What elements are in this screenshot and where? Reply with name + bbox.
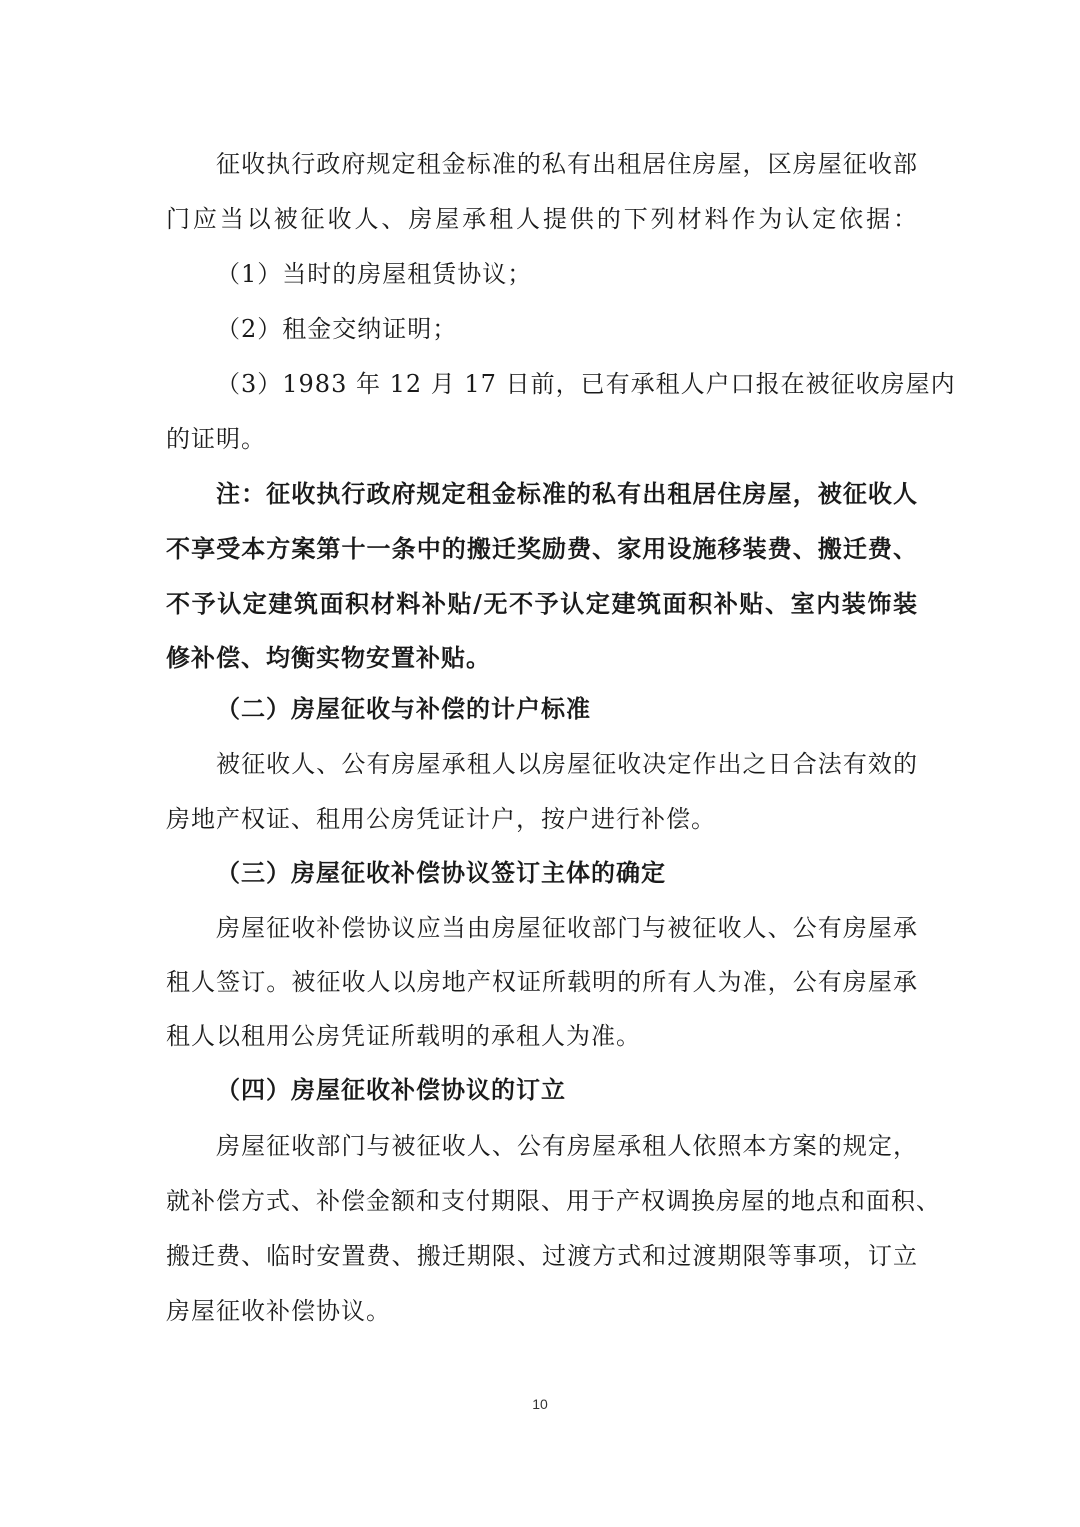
- note-line: 修补偿、均衡实物安置补贴。: [166, 643, 491, 672]
- paragraph-line: 租人以租用公房凭证所载明的承租人为准。: [166, 1022, 641, 1050]
- paragraph-line: 征收执行政府规定租金标准的私有出租居住房屋，区房屋征收部: [216, 150, 918, 178]
- paragraph-line: 的证明。: [166, 425, 266, 453]
- paragraph-line: 房屋征收补偿协议应当由房屋征收部门与被征收人、公有房屋承: [216, 914, 918, 942]
- paragraph-line: 被征收人、公有房屋承租人以房屋征收决定作出之日合法有效的: [216, 750, 918, 778]
- section-heading: （四）房屋征收补偿协议的订立: [216, 1075, 566, 1104]
- paragraph-line: 房屋征收部门与被征收人、公有房屋承租人依照本方案的规定，: [216, 1132, 918, 1160]
- list-item: （3）1983 年 12 月 17 日前，已有承租人户口报在被征收房屋内: [216, 370, 956, 398]
- paragraph-line: 门应当以被征收人、房屋承租人提供的下列材料作为认定依据：: [166, 205, 918, 233]
- list-item: （1）当时的房屋租赁协议；: [216, 260, 533, 288]
- list-item: （2）租金交纳证明；: [216, 315, 458, 343]
- paragraph-line: 租人签订。被征收人以房地产权证所载明的所有人为准，公有房屋承: [166, 968, 918, 996]
- note-line: 不享受本方案第十一条中的搬迁奖励费、家用设施移装费、搬迁费、: [166, 534, 918, 563]
- note-line: 注：征收执行政府规定租金标准的私有出租居住房屋，被征收人: [216, 479, 918, 508]
- paragraph-line: 房屋征收补偿协议。: [166, 1297, 391, 1325]
- note-line: 不予认定建筑面积材料补贴/无不予认定建筑面积补贴、室内装饰装: [166, 589, 918, 618]
- section-heading: （二）房屋征收与补偿的计户标准: [216, 694, 591, 723]
- paragraph-line: 房地产权证、租用公房凭证计户，按户进行补偿。: [166, 805, 716, 833]
- paragraph-line: 搬迁费、临时安置费、搬迁期限、过渡方式和过渡期限等事项，订立: [166, 1242, 918, 1270]
- page-number: 10: [532, 1396, 548, 1412]
- paragraph-line: 就补偿方式、补偿金额和支付期限、用于产权调换房屋的地点和面积、: [166, 1187, 941, 1215]
- section-heading: （三）房屋征收补偿协议签订主体的确定: [216, 858, 666, 887]
